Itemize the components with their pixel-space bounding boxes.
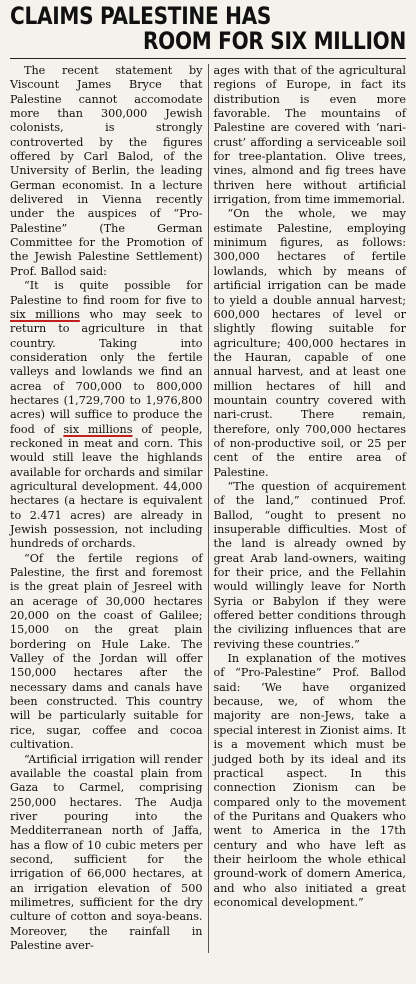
headline-line-2: ROOM FOR SIX MILLION (142, 27, 406, 55)
article-body (10, 64, 406, 953)
headline-line-1: CLAIMS PALESTINE HAS (10, 2, 272, 30)
paragraph: The recent statement by Viscount James Bryce that Palestine cannot accomodate more than 300,000 Jewish colonists, is strongly controverted by the figures offered by Carl Balod, of the University of Berlin, the leading German economist. In a lecture delivered in Vienna recently under the auspices of “Pro-Palestine” (The German Committee for the Promotion of the Jewish Palestine Settlement) Prof. Ballod said: (10, 64, 203, 278)
underlined-six-millions: six millions (10, 307, 80, 321)
paragraph: “Of the fertile regions of Palestine, the first and foremost is the great plain of Jesreel with an acerage of 30,000 hectares 20,000 on the coast of Galilee; 15,000 on the great plain bordering on Hule Lake. The Valley of the Jordan will offer 150,000 hectares after the necessary dams and canals have been constructed. This country will be particularly suitable for rice, sugar, coffee and cocoa cultivation. (10, 551, 203, 752)
paragraph: ages with that of the agricultural regions of Europe, in fact its distribution is even more favorable. The mountains of Palestine are covered with ‘nari-crust’ affording a serviceable soil for tree-plantation. Olive trees, vines, almond and fig trees have thriven here without artificial irrigation, from time immemorial. (213, 64, 406, 207)
underlined-six-millions: six millions (63, 422, 133, 436)
left-column (10, 64, 203, 953)
headline-rule (10, 58, 406, 59)
text-run: of people, reckoned in meat and corn. This would still leave the highlands available for orchards and similar agricultural development. 44,000 hectares (a hectare is equivalent to 2.471 acres) are already in Jewish possession, not including hundreds of orchards. (10, 422, 203, 551)
paragraph: “The question of acquirement of the land,” continued Prof. Ballod, “ought to present no insuperable difficulties. Most of the land is already owned by great Arab land-owners, waiting for their price, and the Fellahin would willingly leave for North Syria or Babylon if they were offered better conditions through the civilizing influences that are reviving these countries.” (213, 479, 406, 651)
right-column (214, 64, 407, 953)
text-run: “It is quite possible for Palestine to find room for five to (10, 279, 203, 307)
paragraph: In explanation of the motives of “Pro-Palestine” Prof. Ballod said: ‘We have organized because, we, of whom the majority are non-Jews, take a special interest in Zionist aims. It is a movement which must be judged both by its ideal and its practical aspect. In this connection Zionism can be compared only to the movement of the Puritans and Quakers who went to America in the 17th century and who have left as their heirloom the whole ethical ground-work of domern America, and who also initiated a great economical development.” (213, 652, 406, 909)
quote-paragraph (10, 279, 203, 552)
text-run: who may seek to return to agriculture in that country. Taking into consideration only the fertile valleys and lowlands we find an acrea of 700,000 to 800,000 hectares (1,729,700 to 1,976,800 acres) will suffice to produce the food of (10, 307, 203, 436)
column-divider (208, 64, 209, 953)
paragraph: “Artificial irrigation will render available the coastal plain from Gaza to Carmel, comprising 250,000 hectares. The Audja river pouring into the Medditerranean north of Jaffa, has a flow of 10 cubic meters per second, sufficient for the irrigation of 66,000 hectares, at an irrigation elevation of 500 milimetres, sufficient for the dry culture of cotton and soya-beans. Moreover, the rainfall in Palestine aver- (10, 752, 203, 952)
paragraph: “On the whole, we may estimate Palestine, employing minimum figures, as follows: 300,000 hectares of fertile lowlands, which by means of artificial irrigation can be made to yield a double annual harvest; 600,000 hectares of level or slightly flowing suitable for agriculture; 400,000 hectares in the Hauran, capable of one annual harvest, and at least one million hectares of hill and mountain country covered with nari-crust. There remain, therefore, only 700,000 hectares of non-productive soil, or 25 per cent of the entire area of Palestine. (213, 207, 406, 479)
